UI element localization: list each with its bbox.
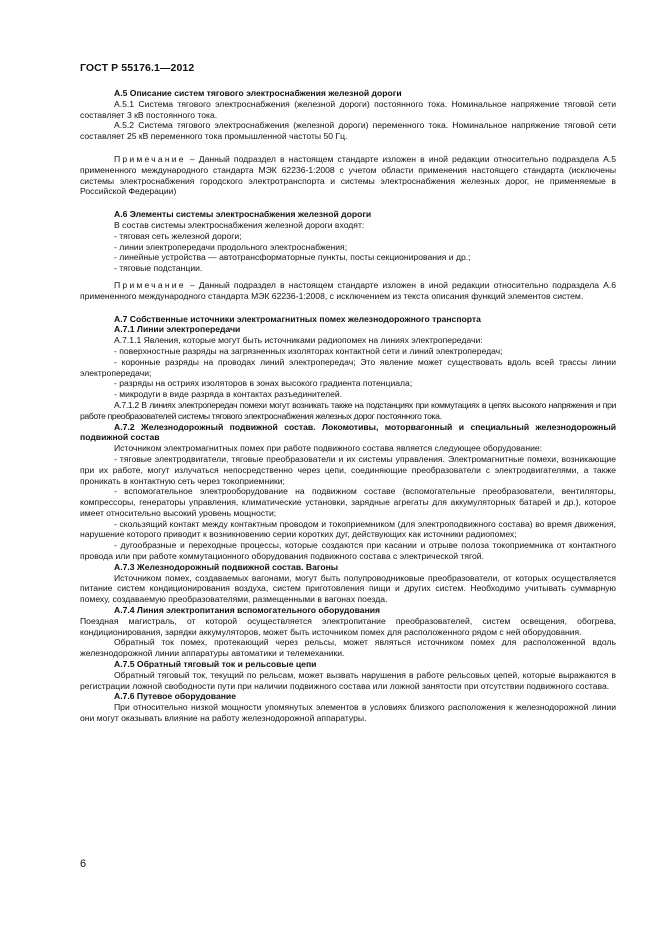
paragraph-a74-2: Обратный ток помех, протекающий через рельсы, может являться источником помех для расположенной вдоль железнодорожной линии аппаратуры автоматики и телемеханики. — [80, 637, 616, 659]
list-item: - вспомогательное электрооборудование на подвижном составе (вспомогательные преобразователи, вентиляторы, компрессоры, генераторы управления, климатические установки, зарядные агрегаты для аккумуляторных батарей и др.), которое имеет относительно высокий уровень мощности; — [80, 486, 616, 518]
paragraph-a6-intro: В состав системы электроснабжения железной дороги входят: — [114, 219, 365, 230]
list-item: - коронные разряды на проводах линий электропередач; Это явление может существовать вдоль всей трассы линии электропередачи; — [80, 356, 616, 378]
paragraph-a76: При относительно низкой мощности упомянутых элементов в условиях близкого расположения к железнодорожной линии они могут оказывать влияние на работу железнодорожной аппаратуры. — [80, 702, 616, 724]
section-a7-title: А.7 Собственные источники электромагнитных помех железнодорожного транспорта — [114, 313, 481, 324]
list-item: - тяговая сеть железной дороги; — [114, 230, 242, 241]
list-item: - линейные устройства — автотрансформаторные пункты, посты секционирования и др.; — [114, 252, 471, 263]
subsection-a72-title: А.7.2 Железнодорожный подвижной состав. Локомотивы, моторвагонный и специальный железнодорожный подвижной состав — [80, 421, 616, 443]
note-text: – Данный подраздел в настоящем стандарте изложен в иной редакции относительно подраздела А.5 примененного международного стандарта МЭК 62236-1:2008 с учетом области применения настоящего стандарта (исключены системы электроснабжения городского электротранспорта и системы электроснабжения железных дорог, не применяемые в Российской Федерации) — [80, 153, 616, 197]
note-text: – Данный подраздел в настоящем стандарте изложен в иной редакции относительно подраздела А.6 примененного международного стандарта МЭК 62236-1:2008, с исключением из текста описания функций элементов систем. — [80, 279, 616, 301]
paragraph-a712: А.7.1.2 В линиях электропередач помехи могут возникать также на подстанциях при коммутациях в цепях высокого напряжения и при работе преобразователей системы тягового электроснабжения железных дорог постоянного тока. — [80, 399, 616, 421]
section-a5-title: А.5 Описание систем тягового электроснабжения железной дороги — [114, 88, 402, 98]
list-item: - разряды на остриях изоляторов в зонах высокого градиента потенциала; — [114, 378, 413, 389]
note-a5 — [80, 154, 616, 197]
subsection-a75-title: А.7.5 Обратный тяговый ток и рельсовые цепи — [114, 659, 317, 670]
paragraph-a5-2: А.5.2 Система тягового электроснабжения (железной дороги) переменного тока. Номинальное напряжение тяговой сети составляет 25 кВ переменного тока промышленной частоты 50 Гц. — [80, 120, 616, 142]
note-a6 — [80, 280, 616, 302]
list-item: - поверхностные разряды на загрязненных изоляторах контактной сети и линий электропередач; — [114, 345, 503, 356]
document-header: ГОСТ Р 55176.1—2012 — [80, 62, 195, 74]
paragraph-a75: Обратный тяговый ток, текущий по рельсам, может вызвать нарушения в работе рельсовых цепей, которые выражаются в регистрации ложной свободности пути при наличии подвижного состава или ложной занятости при отсутствии подвижного состава. — [80, 669, 616, 691]
section-a6-title: А.6 Элементы системы электроснабжения железной дороги — [114, 209, 372, 220]
list-item: - скользящий контакт между контактным проводом и токоприемником (для электроподвижного состава) во время движения, нарушение которого приводит к возникновению серии коротких дуг, действующих как источники радиопомех; — [80, 518, 616, 540]
list-item: - линии электропередачи продольного электроснабжения; — [114, 241, 348, 252]
subsection-a76-title: А.7.6 Путевое оборудование — [114, 691, 236, 702]
note-label: Примечание — [114, 279, 186, 290]
note-label: Примечание — [114, 153, 186, 164]
list-item: - тяговые подстанции. — [114, 263, 203, 274]
list-item: - микродуги в виде разряда в контактах разъединителей. — [114, 389, 343, 400]
paragraph-a711: А.7.1.1 Явления, которые могут быть источниками радиопомех на линиях электропередачи: — [114, 335, 483, 346]
document-body — [80, 88, 616, 724]
page-number: 6 — [80, 858, 87, 870]
paragraph-a72-intro: Источником электромагнитных помех при работе подвижного состава является следующее оборудование: — [114, 443, 543, 454]
paragraph-a73: Источником помех, создаваемых вагонами, могут быть полупроводниковые преобразователи, от которых осуществляется питание систем кондиционирования воздуха, систем приготовления пищи и других систем. Необходимо учитывать суммарную помеху, создаваемую преобразователями, размещенными в вагонах поезда. — [80, 572, 616, 605]
list-item: - тяговые электродвигатели, тяговые преобразователи и их системы управления. Электромагнитные помехи, возникающие при их работе, могут излучаться непосредственно через цепи, соединяющие преобразователи с электродвигателями, а также проникать в контактную сеть через токоприемники; — [80, 453, 616, 486]
subsection-a71-title: А.7.1 Линии электропередачи — [114, 324, 241, 335]
paragraph-a5-1: А.5.1 Система тягового электроснабжения (железной дороги) постоянного тока. Номинальное напряжение тяговой сети составляет 3 кВ постоянного тока. — [80, 98, 616, 120]
list-item: - дугообразные и переходные процессы, которые создаются при касании и отрыве полоза токоприемника от контактного провода или при работе коммутационного оборудования подвижного состава с электрической тягой. — [80, 540, 616, 562]
paragraph-a74-1: Поездная магистраль, от которой осуществляется электропитание преобразователей, систем освещения, обогрева, кондиционирования, зарядки аккумуляторов, может быть источником помех для расположенного рядом с ней оборудования. — [80, 615, 616, 637]
subsection-a73-title: А.7.3 Железнодорожный подвижной состав. Вагоны — [114, 561, 339, 572]
subsection-a74-title: А.7.4 Линия электропитания вспомогательного оборудования — [114, 605, 381, 616]
